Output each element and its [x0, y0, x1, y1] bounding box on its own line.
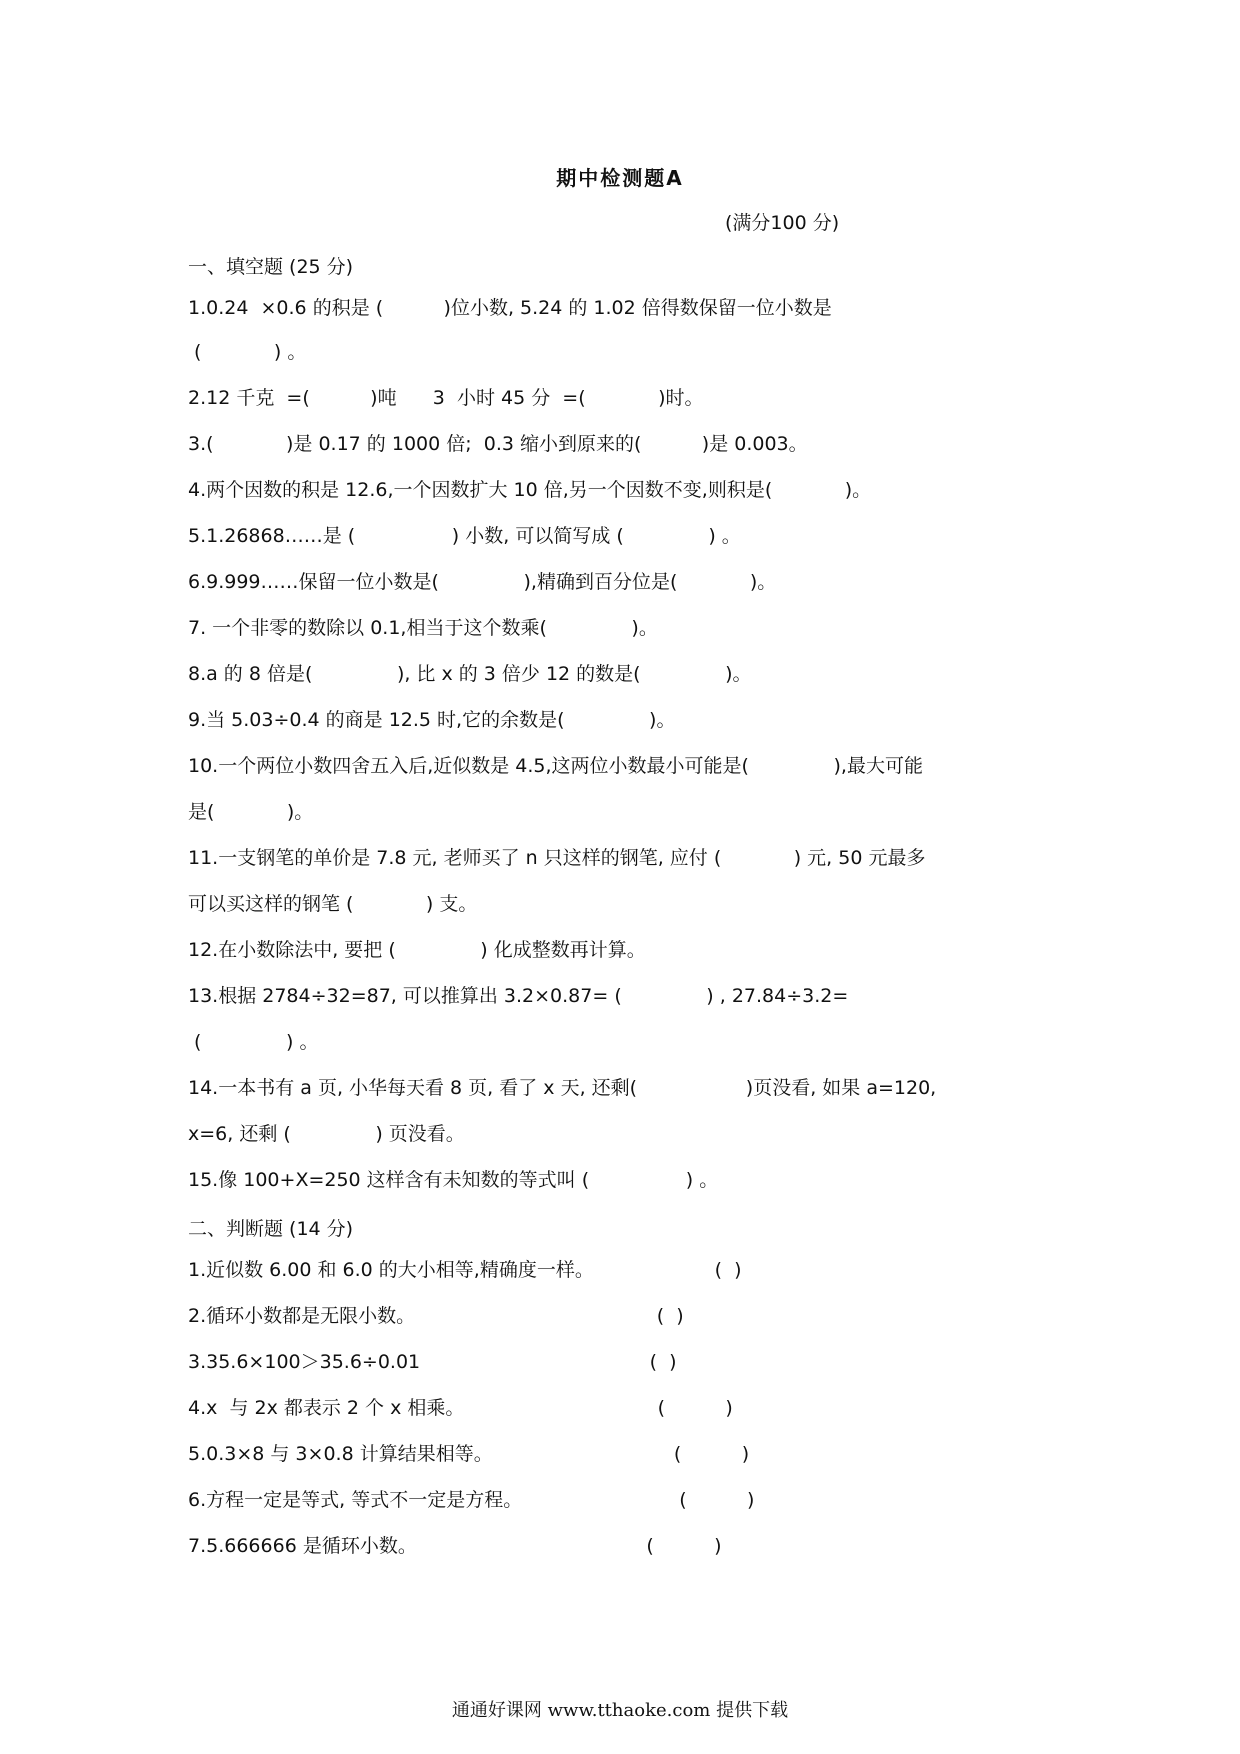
question-line: 7. 一个非零的数除以 0.1,相当于这个数乘( )。: [188, 617, 658, 639]
judge-line: 6.方程一定是等式, 等式不一定是方程。 ( ): [188, 1489, 755, 1511]
question-line: 4.两个因数的积是 12.6,一个因数扩大 10 倍,另一个因数不变,则积是( )。: [188, 479, 872, 501]
judge-line: 5.0.3×8 与 3×0.8 计算结果相等。 ( ): [188, 1443, 750, 1465]
question-line: 5.1.26868……是 ( ) 小数, 可以简写成 ( ) 。: [188, 525, 741, 547]
question-line: 13.根据 2784÷32=87, 可以推算出 3.2×0.87= ( ) , 27.84÷3.2=: [188, 985, 849, 1007]
page-title: 期中检测题A: [556, 166, 684, 190]
question-line: x=6, 还剩 ( ) 页没看。: [188, 1123, 465, 1145]
judge-line: 4.x 与 2x 都表示 2 个 x 相乘。 ( ): [188, 1397, 733, 1419]
question-line: 12.在小数除法中, 要把 ( ) 化成整数再计算。: [188, 939, 646, 961]
judge-line: 3.35.6×100＞35.6÷0.01 ( ): [188, 1351, 677, 1373]
judge-line: 2.循环小数都是无限小数。 ( ): [188, 1305, 684, 1327]
judge-line: 1.近似数 6.00 和 6.0 的大小相等,精确度一样。 ( ): [188, 1259, 742, 1281]
section-heading-fill-blank: 一、填空题 (25 分): [188, 256, 354, 278]
question-line: 9.当 5.03÷0.4 的商是 12.5 时,它的余数是( )。: [188, 709, 676, 731]
question-line: 6.9.999……保留一位小数是( ),精确到百分位是( )。: [188, 571, 777, 593]
judge-line: 7.5.666666 是循环小数。 ( ): [188, 1535, 722, 1557]
question-line: ( ) 。: [188, 341, 307, 363]
full-score: (满分100 分): [725, 212, 840, 234]
question-line: 15.像 100+X=250 这样含有未知数的等式叫 ( ) 。: [188, 1169, 719, 1191]
footer-credit: 通通好课网 www.tthaoke.com 提供下载: [451, 1700, 789, 1721]
question-line: 11.一支钢笔的单价是 7.8 元, 老师买了 n 只这样的钢笔, 应付 ( ) 元, 50 元最多: [188, 847, 926, 869]
question-line: 可以买这样的钢笔 ( ) 支。: [188, 893, 478, 915]
question-line: 是( )。: [188, 801, 314, 823]
question-line: 2.12 千克 =( )吨 3 小时 45 分 =( )时。: [188, 387, 704, 409]
section-heading-true-false: 二、判断题 (14 分): [188, 1218, 354, 1240]
question-line: 1.0.24 ×0.6 的积是 ( )位小数, 5.24 的 1.02 倍得数保留一位小数是: [188, 297, 832, 319]
question-line: 10.一个两位小数四舍五入后,近似数是 4.5,这两位小数最小可能是( ),最大可能: [188, 755, 923, 777]
question-line: 8.a 的 8 倍是( ), 比 x 的 3 倍少 12 的数是( )。: [188, 663, 752, 685]
question-line: 14.一本书有 a 页, 小华每天看 8 页, 看了 x 天, 还剩( )页没看, 如果 a=120,: [188, 1077, 937, 1099]
question-line: ( ) 。: [188, 1031, 319, 1053]
question-line: 3.( )是 0.17 的 1000 倍; 0.3 缩小到原来的( )是 0.003。: [188, 433, 808, 455]
